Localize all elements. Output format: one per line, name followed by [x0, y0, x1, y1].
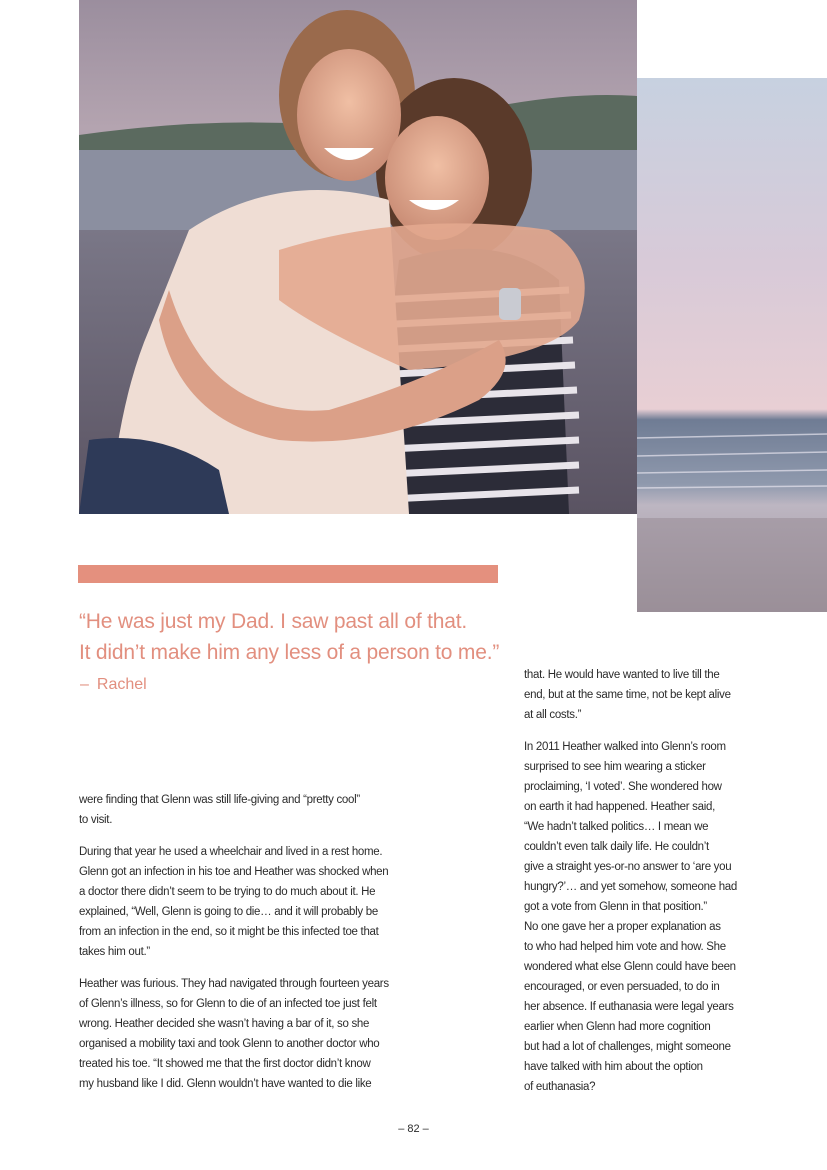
text-line: a doctor there didn’t seem to be trying to do much about it. He — [79, 886, 376, 898]
page-number: – 82 – — [398, 1123, 429, 1135]
paragraph — [524, 665, 754, 725]
text-line: takes him out.” — [79, 946, 150, 958]
pull-quote-line: “He was just my Dad. I saw past all of that. — [79, 610, 468, 633]
photo-beach-sea — [637, 78, 827, 612]
right-column — [524, 665, 754, 1109]
text-line: “We hadn’t talked politics… I mean we — [524, 821, 709, 833]
text-line: organised a mobility taxi and took Glenn to another doctor who — [79, 1038, 380, 1050]
text-line: have talked with him about the option — [524, 1061, 703, 1073]
side-photo — [637, 78, 827, 612]
text-line: from an infection in the end, so it might be this infected toe that — [79, 926, 379, 938]
pull-quote-line: It didn’t make him any less of a person to me.” — [79, 641, 500, 664]
text-line: proclaiming, ‘I voted’. She wondered how — [524, 781, 722, 793]
accent-bar — [78, 565, 498, 583]
text-line: explained, “Well, Glenn is going to die… and it will probably be — [79, 906, 378, 918]
text-line: that. He would have wanted to live till the — [524, 669, 720, 681]
text-line: of euthanasia? — [524, 1081, 596, 1093]
text-line: her absence. If euthanasia were legal years — [524, 1001, 734, 1013]
paragraph — [524, 737, 754, 1097]
text-line: end, but at the same time, not be kept alive — [524, 689, 731, 701]
attribution-name: Rachel — [96, 676, 147, 693]
text-line: During that year he used a wheelchair and lived in a rest home. — [79, 846, 383, 858]
text-line: surprised to see him wearing a sticker — [524, 761, 706, 773]
text-line: earlier when Glenn had more cognition — [524, 1021, 711, 1033]
text-line: Glenn got an infection in his toe and Heather was shocked when — [79, 866, 389, 878]
text-line: on earth it had happened. Heather said, — [524, 801, 715, 813]
photo-mother-daughter-hug — [79, 0, 637, 514]
quote-attribution — [80, 674, 147, 696]
text-line: Heather was furious. They had navigated through fourteen years — [79, 978, 389, 990]
text-line: encouraged, or even persuaded, to do in — [524, 981, 720, 993]
text-line: couldn’t even talk daily life. He couldn’t — [524, 841, 709, 853]
main-photo — [79, 0, 637, 514]
text-line: wondered what else Glenn could have been — [524, 961, 736, 973]
text-line: at all costs.” — [524, 709, 582, 721]
text-line: got a vote from Glenn in that position.” — [524, 901, 707, 913]
text-line: In 2011 Heather walked into Glenn’s room — [524, 741, 726, 753]
attribution-dash: – — [80, 676, 89, 693]
text-line: treated his toe. “It showed me that the first doctor didn’t know — [79, 1058, 371, 1070]
paragraph — [79, 974, 424, 1094]
text-line: of Glenn’s illness, so for Glenn to die of an infected toe just felt — [79, 998, 377, 1010]
text-line: to visit. — [79, 814, 113, 826]
text-line: but had a lot of challenges, might someone — [524, 1041, 731, 1053]
text-line: my husband like I did. Glenn wouldn’t have wanted to die like — [79, 1078, 372, 1090]
text-line: were finding that Glenn was still life-giving and “pretty cool” — [79, 794, 360, 806]
text-line: give a straight yes-or-no answer to ‘are you — [524, 861, 732, 873]
paragraph — [79, 790, 424, 830]
text-line: hungry?’… and yet somehow, someone had — [524, 881, 737, 893]
left-column — [79, 790, 424, 1106]
text-line: No one gave her a proper explanation as — [524, 921, 721, 933]
paragraph — [79, 842, 424, 962]
text-line: wrong. Heather decided she wasn’t having a bar of it, so she — [79, 1018, 370, 1030]
text-line: to who had helped him vote and how. She — [524, 941, 726, 953]
pull-quote — [79, 606, 519, 668]
